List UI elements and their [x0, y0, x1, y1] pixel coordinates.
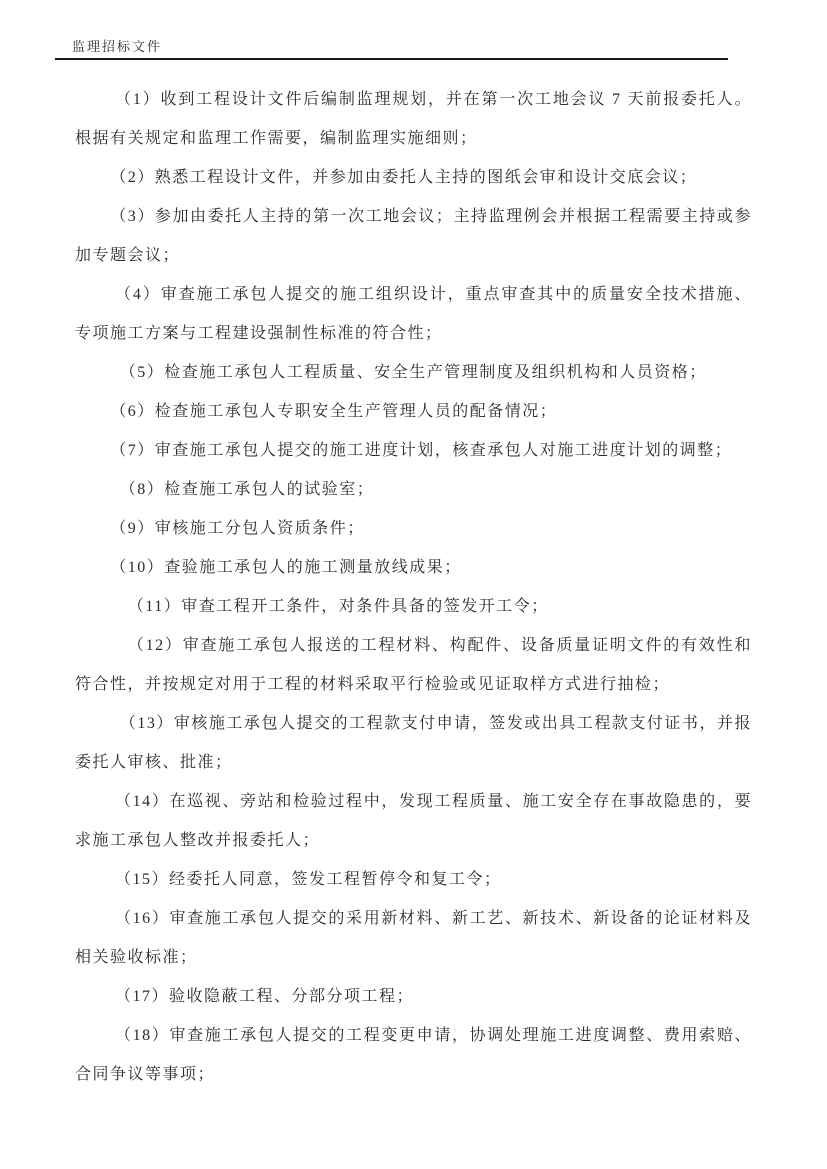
list-item: （18）审查施工承包人提交的工程变更申请，协调处理施工进度调整、费用索赔、合同争议等事项；	[75, 1027, 752, 1083]
list-item: （3）参加由委托人主持的第一次工地会议；主持监理例会并根据工程需要主持或参加专题会议；	[75, 208, 752, 264]
list-item: （1）收到工程设计文件后编制监理规划，并在第一次工地会议 7 天前报委托人。根据有关规定和监理工作需要，编制监理实施细则；	[75, 91, 752, 147]
list-item: （14）在巡视、旁站和检验过程中，发现工程质量、施工安全存在事故隐患的，要求施工承包人整改并报委托人；	[75, 793, 752, 849]
list-item: （15）经委托人同意，签发工程暂停令和复工令；	[115, 871, 502, 888]
list-item: （4）审查施工承包人提交的施工组织设计，重点审查其中的质量安全技术措施、专项施工方案与工程建设强制性标准的符合性；	[75, 286, 752, 342]
list-item: （6）检查施工承包人专职安全生产管理人员的配备情况；	[110, 403, 558, 420]
page-header-title: 监理招标文件	[72, 39, 163, 54]
list-item: （7）审查施工承包人提交的施工进度计划，核查承包人对施工进度计划的调整；	[110, 442, 733, 459]
list-item: （9）审核施工分包人资质条件；	[110, 520, 365, 537]
list-item: （5）检查施工承包人工程质量、安全生产管理制度及组织机构和人员资格；	[119, 364, 707, 381]
list-item: （2）熟悉工程设计文件，并参加由委托人主持的图纸会审和设计交底会议；	[110, 169, 698, 186]
page-header	[72, 36, 162, 55]
list-item: （13）审核施工承包人提交的工程款支付申请，签发或出具工程款支付证书，并报委托人审核、批准；	[75, 715, 752, 771]
list-item: （16）审查施工承包人提交的采用新材料、新工艺、新技术、新设备的论证材料及相关验收标准；	[75, 910, 752, 966]
document-body	[75, 80, 752, 1094]
list-item: （11）审查工程开工条件，对条件具备的签发开工令；	[127, 598, 549, 615]
list-item: （17）验收隐蔽工程、分部分项工程；	[115, 988, 415, 1005]
list-item: （8）检查施工承包人的试验室；	[119, 481, 375, 498]
header-divider	[55, 58, 728, 60]
list-item: （10）查验施工承包人的施工测量放线成果；	[110, 559, 462, 576]
list-item: （12）审查施工承包人报送的工程材料、构配件、设备质量证明文件的有效性和符合性，并按规定对用于工程的材料采取平行检验或见证取样方式进行抽检；	[75, 637, 752, 693]
